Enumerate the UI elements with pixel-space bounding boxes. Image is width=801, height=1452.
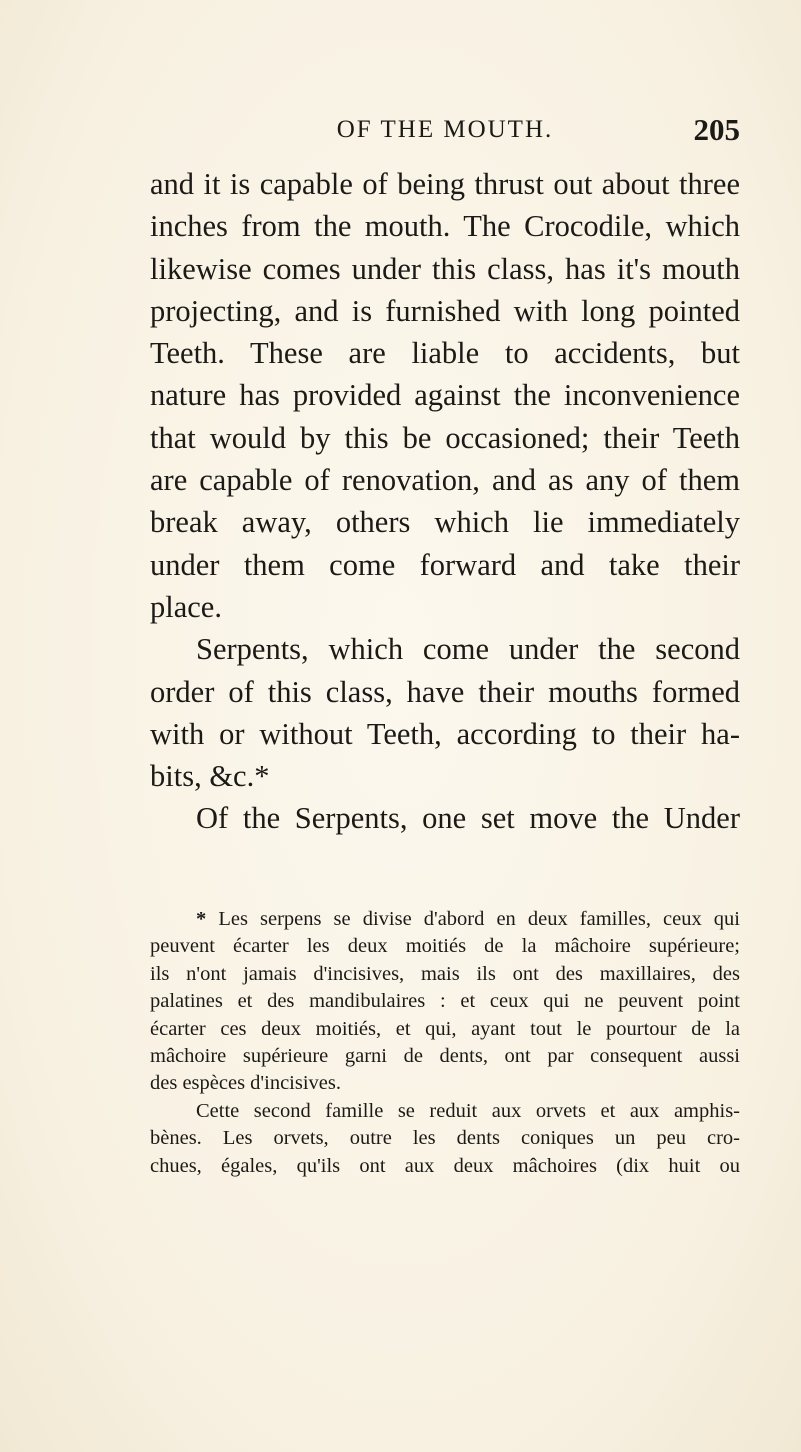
paragraph-serpents <box>150 628 740 797</box>
main-text <box>150 163 740 840</box>
text-line: place. <box>150 589 222 624</box>
footnote-line: écarter ces deux moitiés, et qui, ayant tout le pourtour de la <box>150 1017 740 1040</box>
text-line: bits, &c.* <box>150 759 270 794</box>
footnote-line: palatines et des mandibulaires : et ceux qui ne peuvent point <box>150 990 740 1013</box>
footnote-line: ils n'ont jamais d'incisives, mais ils ont des maxillaires, des <box>150 962 740 985</box>
paragraph-continuation <box>150 163 740 628</box>
text-line: order of this class, have their mouths formed <box>150 674 740 709</box>
footnote-marker: * <box>196 908 207 930</box>
footnote-line: Cette second famille se reduit aux orvets et aux amphis- <box>196 1099 740 1122</box>
footnote-line: chues, égales, qu'ils ont aux deux mâchoires (dix huit ou <box>150 1154 740 1177</box>
text-line: Serpents, which come under the second <box>196 632 740 667</box>
footnote-line: bènes. Les orvets, outre les dents coniques un peu cro- <box>150 1127 740 1150</box>
footnote-line <box>150 906 740 933</box>
text-line: projecting, and is furnished with long pointed <box>150 293 740 328</box>
text-line: likewise comes under this class, has it's mouth <box>150 251 740 286</box>
running-title: OF THE MOUTH. <box>336 116 554 143</box>
footnote-line: mâchoire supérieure garni de dents, ont par consequent aussi <box>150 1045 740 1068</box>
text-line: Of the Serpents, one set move the Under <box>196 801 740 836</box>
text-line: Teeth. These are liable to accidents, but <box>150 336 740 371</box>
text-line: are capable of renovation, and as any of them <box>150 463 740 498</box>
page-number: 205 <box>693 112 740 147</box>
footnote-paragraph <box>150 1098 740 1180</box>
running-head <box>150 112 740 152</box>
text-line: with or without Teeth, according to their ha- <box>150 716 740 751</box>
text-line: break away, others which lie immediately <box>150 505 740 540</box>
footnote-paragraph <box>150 906 740 1098</box>
text-line: nature has provided against the inconvenience <box>150 378 740 413</box>
footnote <box>150 906 740 1180</box>
footnote-line-text: Les serpens se divise d'abord en deux familles, ceux qui <box>218 908 740 930</box>
footnote-line: des espèces d'incisives. <box>150 1072 341 1095</box>
text-line: under them come forward and take their <box>150 547 740 582</box>
footnote-line: peuvent écarter les deux moitiés de la mâchoire supérieure; <box>150 935 740 958</box>
text-line: inches from the mouth. The Crocodile, which <box>150 209 740 244</box>
text-line: that would by this be occasioned; their Teeth <box>150 420 740 455</box>
paragraph-under <box>150 797 740 839</box>
text-line: and it is capable of being thrust out about three <box>150 167 740 201</box>
